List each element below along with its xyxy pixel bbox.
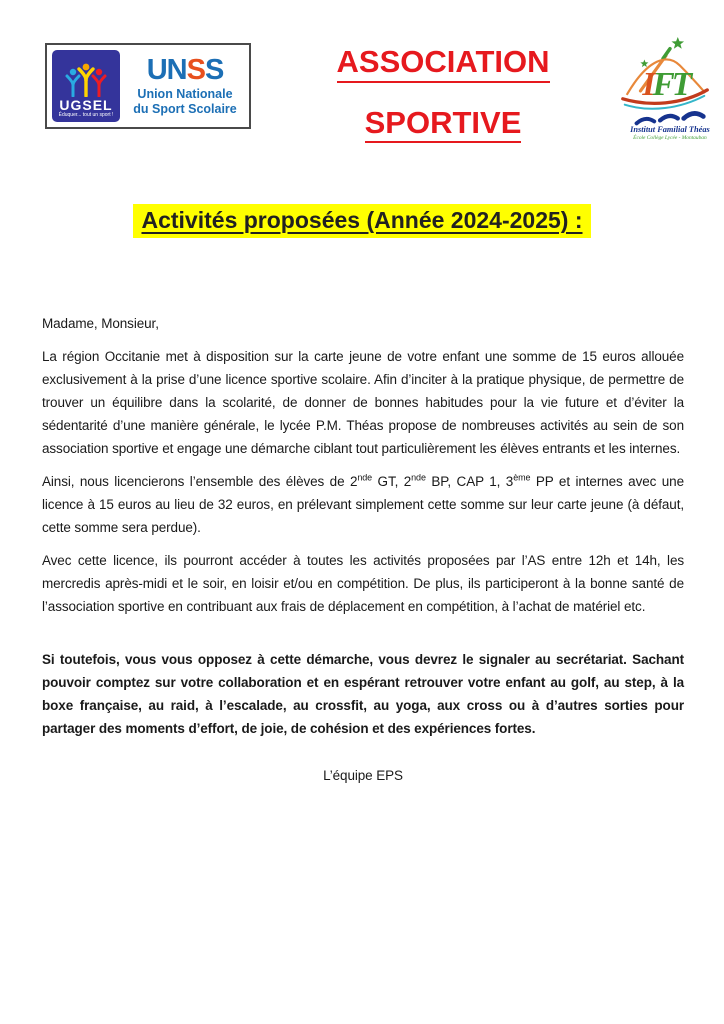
p2-sup: ème	[513, 472, 531, 483]
p2-text: BP, CAP 1, 3	[425, 474, 514, 489]
ift-wave-icon	[637, 119, 655, 123]
unss-subtitle	[126, 87, 244, 116]
ift-name: Institut Familial Théas	[630, 125, 710, 135]
ift-wave-icon	[660, 116, 678, 120]
unss-s-figure-icon: S	[186, 54, 205, 87]
ugsel-figures-icon	[64, 63, 108, 97]
letter-body	[42, 312, 684, 787]
ift-subtitle: École Collège Lycée - Montauban	[633, 135, 707, 142]
ugsel-logo	[52, 50, 120, 122]
ift-star-icon	[671, 37, 684, 49]
salutation: Madame, Monsieur,	[42, 316, 159, 331]
ift-wave-icon	[684, 113, 704, 118]
title-line-2: SPORTIVE	[365, 105, 522, 144]
title-line-1: ASSOCIATION	[337, 44, 550, 83]
paragraph-region-occitanie: La région Occitanie met à disposition sur la carte jeune de votre enfant une somme de 15 euros allouée exclusivement à la prise d’une licence sportive scolaire. Afin d’inciter à la pratique physique, de permettre de trouver un équilibre dans la scolarité, de donner de bonnes habitudes pour la vie future et d’éviter la sédentarité d’une manière générale, le lycée P.M. Théas propose de nombreuses activités au sein de son association sportive et engage une démarche ciblant tout particulièrement les élèves entrants et les internes.	[42, 349, 684, 456]
unss-s: S	[204, 54, 224, 87]
ugsel-tagline: Éduquer... tout un sport !	[58, 112, 114, 118]
p2-text: GT, 2	[372, 474, 412, 489]
ift-logo	[614, 34, 718, 142]
ift-letter-f: F	[652, 65, 672, 103]
p2-text: Ainsi, nous licencierons l’ensemble des élèves de 2	[42, 474, 358, 489]
ugsel-unss-logo	[45, 43, 251, 129]
unss-un: UN	[146, 54, 187, 87]
paragraph-activites-as: Avec cette licence, ils pourront accéder à toutes les activités proposées par l’AS entre 12h et 14h, les mercredis après-midi et le soir, en loisir et/ou en compétition. De plus, ils participeront à la bonne santé de l’association sportive en contribuant aux frais de déplacement en compétition, à l’achat de matériel etc.	[42, 553, 684, 614]
signature: L’équipe EPS	[323, 768, 403, 783]
paragraph-opposition-bold: Si toutefois, vous vous opposez à cette démarche, vous devrez le signaler au secrétariat. Sachant pouvoir comptez sur votre collaboration et en espérant retrouver votre enfant au golf, au step, à la boxe française, au raid, à l’escalade, au crossfit, au yoga, aux cross ou à d’autres sorties pour partager des moments d’effort, de joie, de cohésion et des expériences fortes.	[42, 652, 684, 736]
p2-sup: nde	[357, 472, 373, 483]
unss-acronym	[126, 56, 244, 85]
page-title	[283, 44, 603, 143]
ift-letter-t: T	[671, 65, 690, 103]
paragraph-licences	[42, 470, 684, 539]
unss-subtitle-line1: Union Nationale	[137, 87, 233, 102]
ugsel-name: UGSEL	[59, 97, 113, 113]
p2-sup: nde	[411, 472, 426, 483]
p2-text: PP et internes avec une licence à 15 euros au lieu de 32 euros, en prélevant simplement cette somme sur leur carte jeune (à défaut, cette somme sera perdue).	[42, 474, 684, 535]
activities-heading	[0, 207, 724, 234]
activities-heading-text: Activités proposées (Année 2024-2025) :	[133, 204, 590, 238]
unss-logo	[126, 56, 244, 116]
ift-letter-i: I	[642, 65, 653, 103]
unss-subtitle-line2: du Sport Scolaire	[133, 101, 237, 116]
